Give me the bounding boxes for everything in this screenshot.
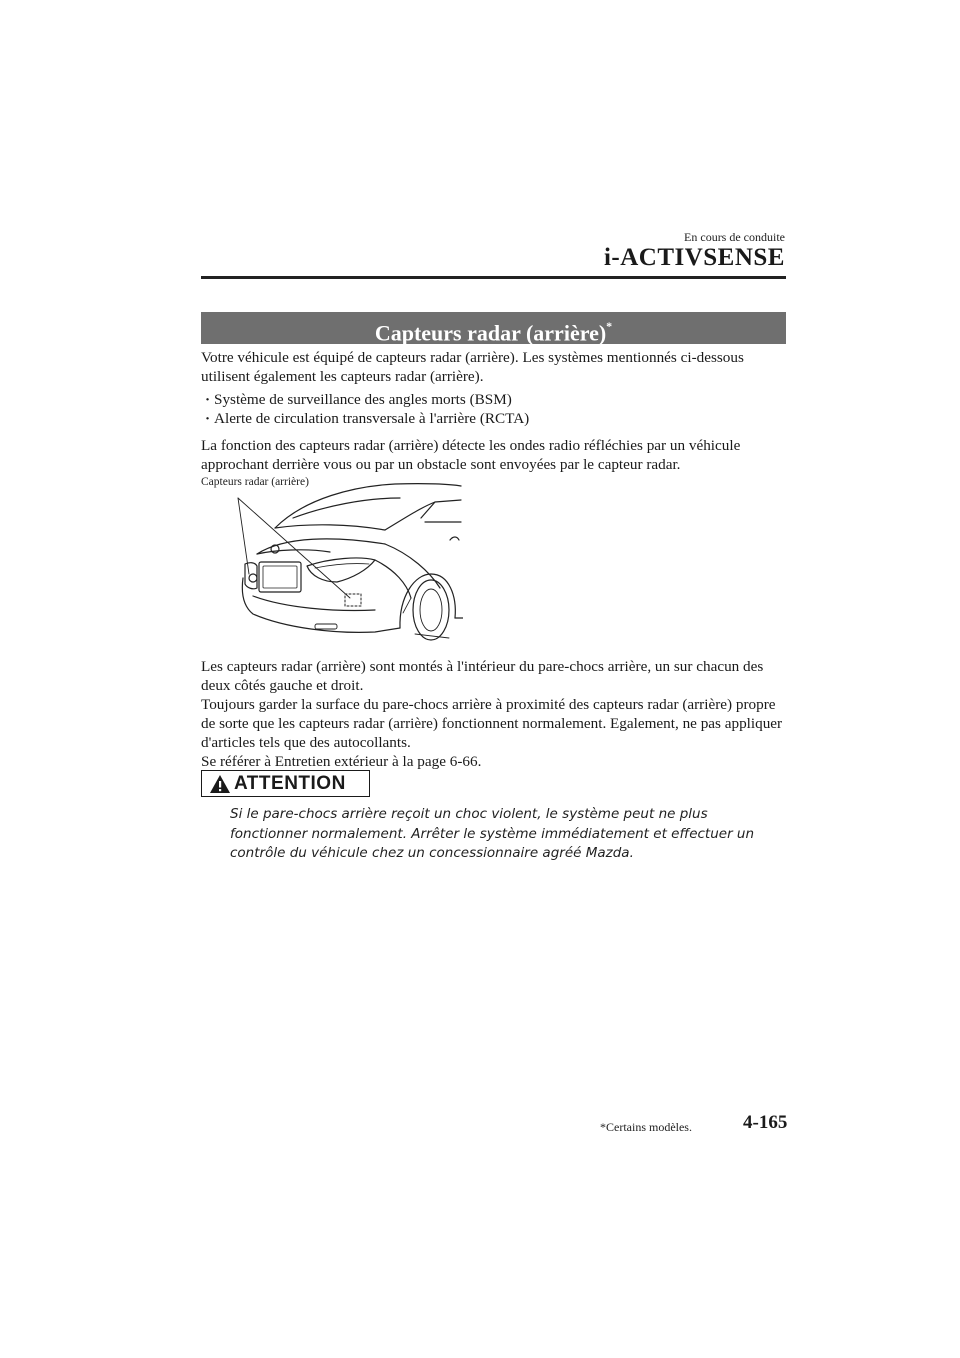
page-number: 4-165 — [743, 1112, 788, 1133]
maintenance-paragraph: Toujours garder la surface du pare-chocs arrière à proximité des capteurs radar (arrière) propre de sorte que les capteurs radar (arrière) fonctionnent normalement. Egalement, ne pas appliquer d'articles tels que des autocollants. — [201, 696, 783, 751]
bullet-marker: · — [205, 391, 211, 408]
bullet-marker: · — [205, 410, 211, 427]
chapter-title: En cours de conduite — [684, 230, 785, 244]
mounting-paragraph: Les capteurs radar (arrière) sont montés à l'intérieur du pare-chocs arrière, un sur chacun des deux côtés gauche et droit. — [201, 658, 764, 694]
footnote: *Certains modèles. — [600, 1120, 692, 1134]
section-title: Capteurs radar (arrière) — [374, 320, 607, 346]
intro-paragraph: Votre véhicule est équipé de capteurs radar (arrière). Les systèmes mentionnés ci-dessous utilisent également les capteurs radar (arrière). — [201, 349, 744, 385]
attention-heading — [201, 770, 370, 797]
section-title-band — [201, 312, 786, 344]
reference-paragraph: Se référer à Entretien extérieur à la page 6-66. — [201, 753, 482, 770]
car-rear-illustration — [235, 478, 463, 644]
warning-triangle-icon — [209, 774, 231, 794]
header-divider — [201, 276, 786, 279]
list-item: · Alerte de circulation transversale à l'arrière (RCTA) — [205, 410, 530, 427]
function-paragraph: La fonction des capteurs radar (arrière) détecte les ondes radio réfléchies par un véhicule approchant derrière vous ou par un obstacle sont envoyées par le capteur radar. — [201, 437, 741, 473]
section-footnote-marker: * — [606, 319, 613, 333]
list-item: · Système de surveillance des angles morts (BSM) — [205, 391, 512, 408]
attention-label: ATTENTION — [234, 772, 346, 794]
systems-list — [205, 390, 529, 428]
section-header-title: i-ACTIVSENSE — [603, 244, 785, 271]
attention-text: Si le pare-chocs arrière reçoit un choc violent, le système peut ne plus fonctionner normalement. Arrêter le système immédiatement et effectuer un contrôle du véhicule chez un concessionnaire agréé Mazda. — [230, 806, 755, 861]
figure-label: Capteurs radar (arrière) — [201, 476, 309, 488]
